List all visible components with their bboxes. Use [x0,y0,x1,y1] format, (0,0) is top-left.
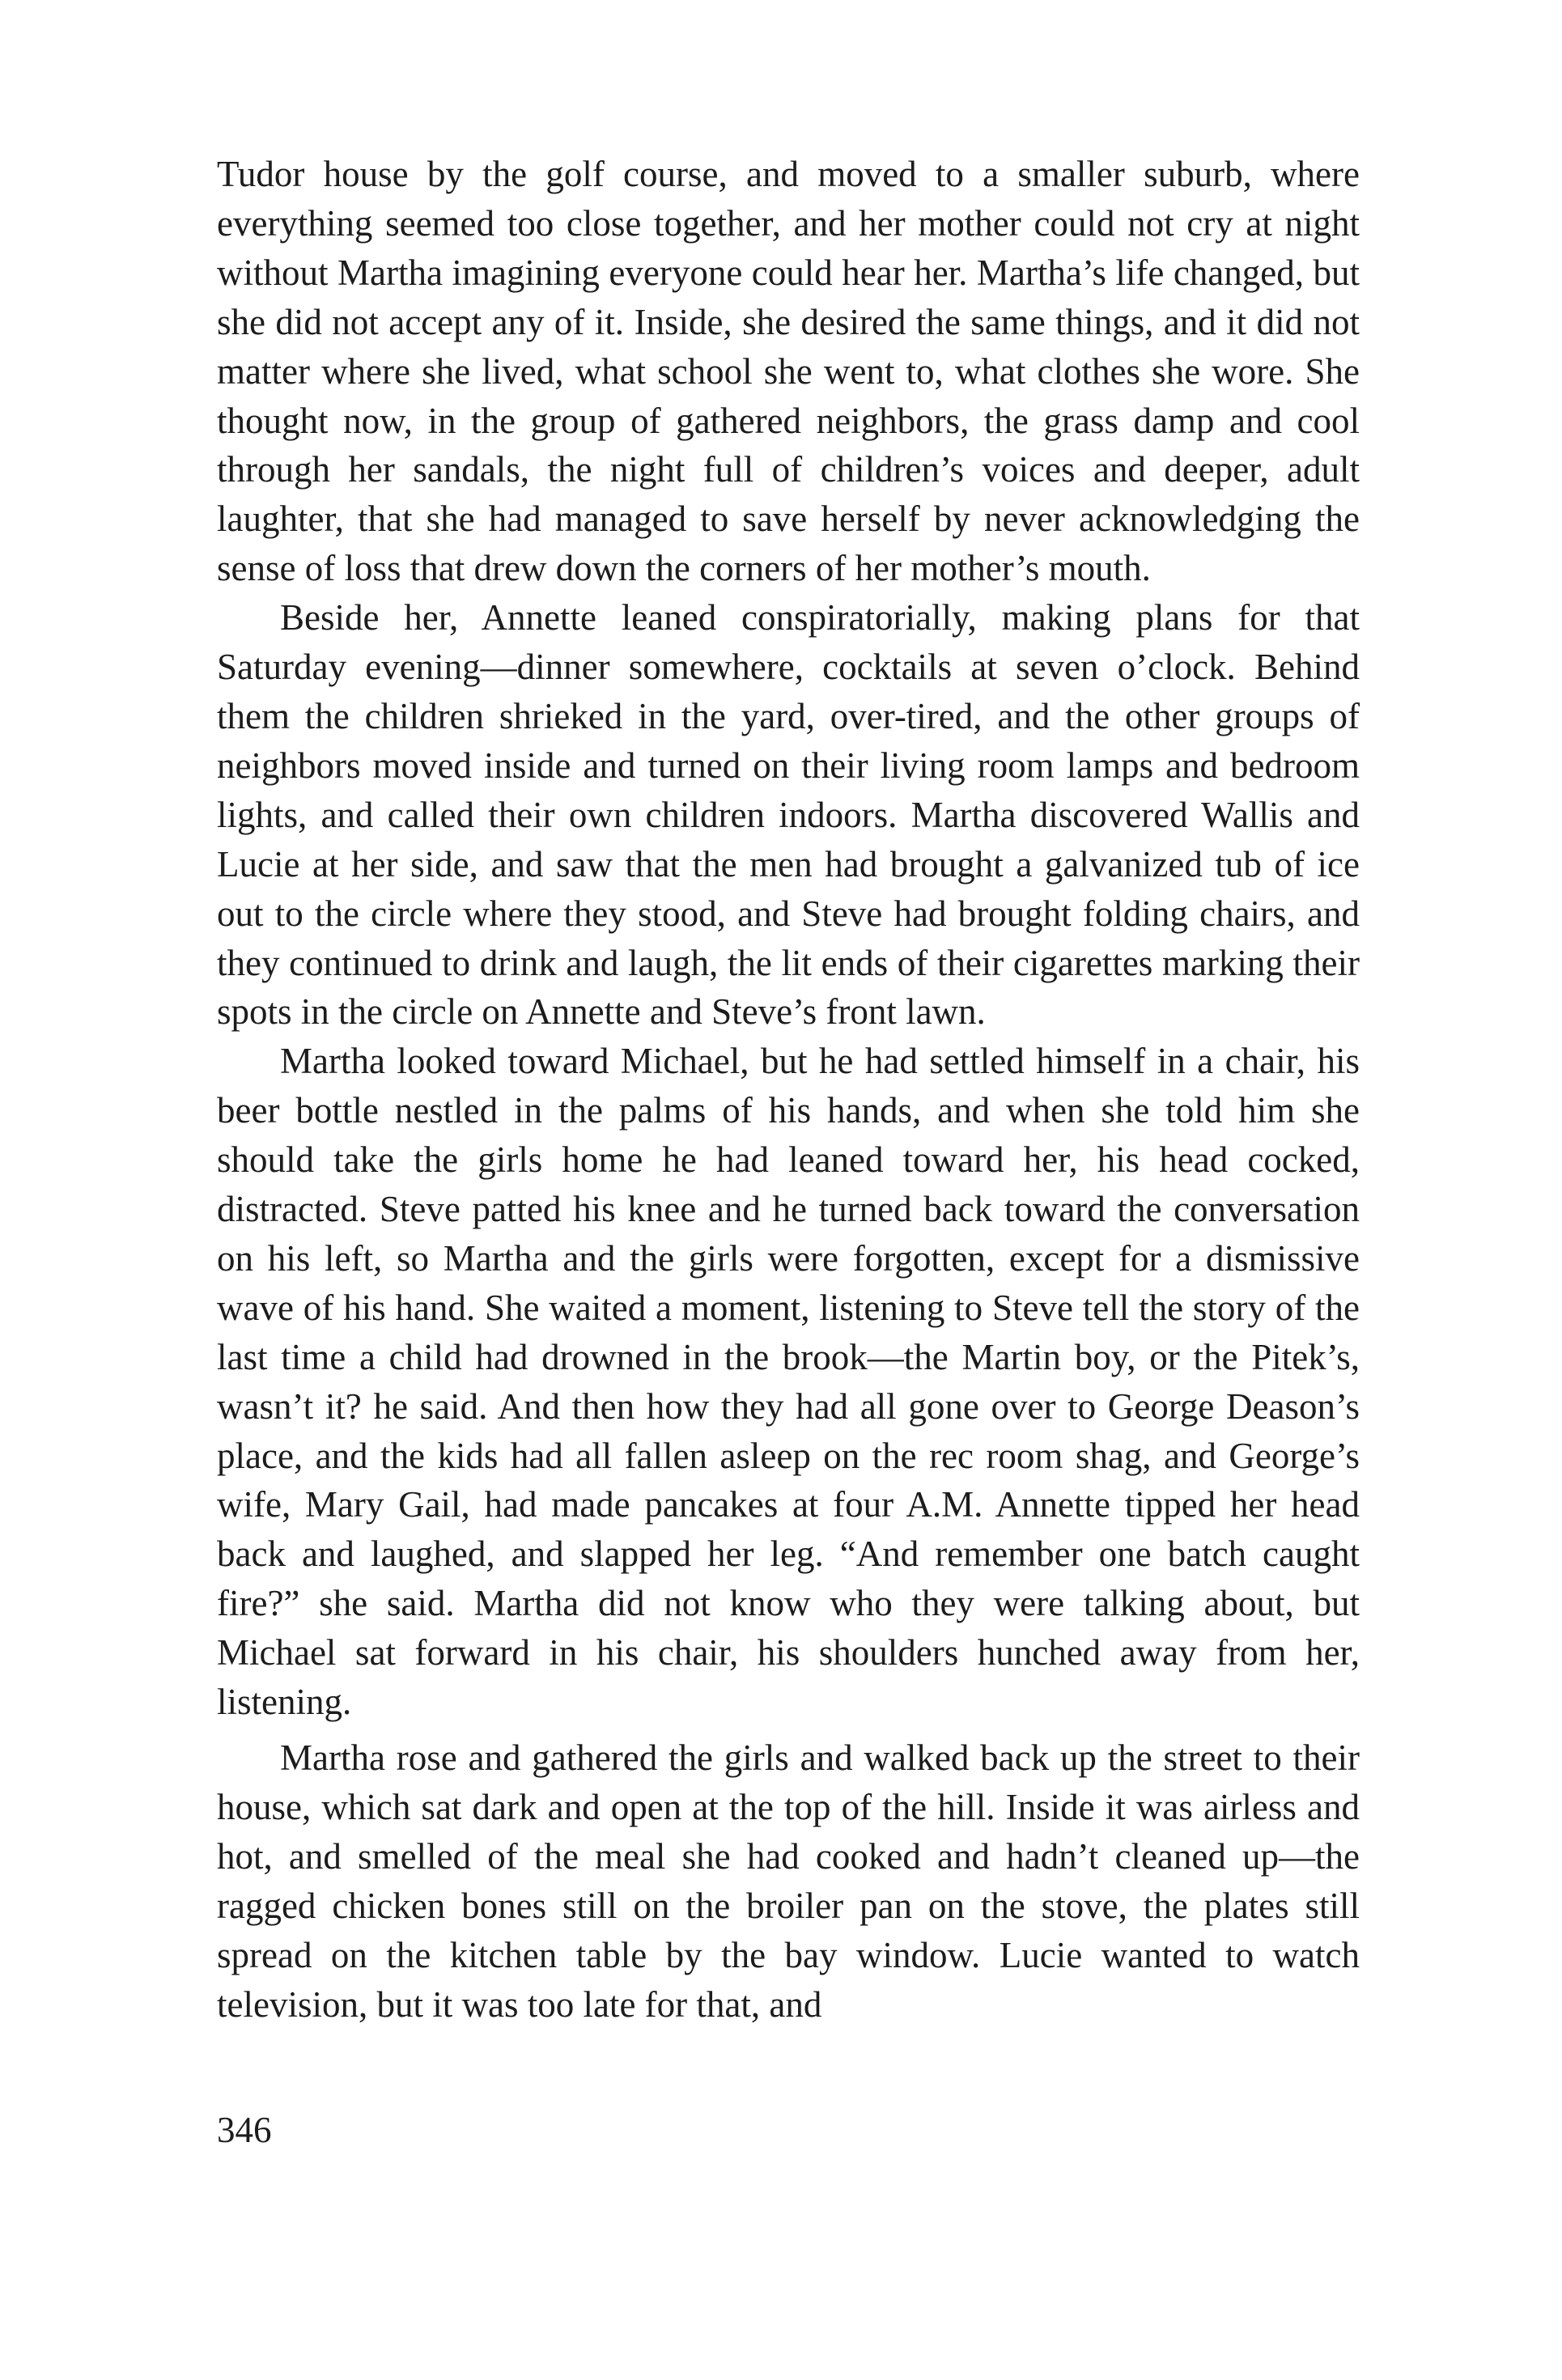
page-number: 346 [217,2110,272,2150]
paragraph-4: Martha rose and gathered the girls and walked back up the street to their house, which sat dark and open at the top of the hill. Inside it was airless and hot, and smelled of the meal she had cooked and hadn’t cleaned up—the ragged chicken bones still on the broiler pan on the stove, the plates still spread on the kitchen table by the bay window. Lucie wanted to watch television, but it was too late for that, and [217,1737,1360,2025]
paragraph-1: Tudor house by the golf course, and moved to a smaller suburb, where everything seemed too close together, and her mother could not cry at night without Martha imagining everyone could hear her. Martha’s life changed, but she did not accept any of it. Inside, she desired the same things, and it did not matter where she lived, what school she went to, what clothes she wore. She thought now, in the group of gathered neighbors, the grass damp and cool through her sandals, the night full of children’s voices and deeper, adult laughter, that she had managed to save herself by never acknowledging the sense of loss that drew down the corners of her mother’s mouth. [217,154,1360,589]
paragraph-2: Beside her, Annette leaned conspiratorially, making plans for that Saturday evening—dinner somewhere, cocktails at seven o’clock. Behind them the children shrieked in the yard, over-tired, and the other groups of neighbors moved inside and turned on their living room lamps and bedroom lights, and called their own children indoors. Martha discovered Wallis and Lucie at her side, and saw that the men had brought a galvanized tub of ice out to the circle where they stood, and Steve had brought folding chairs, and they continued to drink and laugh, the lit ends of their cigarettes marking their spots in the circle on Annette and Steve’s front lawn. [217,597,1360,1033]
body-text [217,150,1360,2029]
paragraph-3: Martha looked toward Michael, but he had settled himself in a chair, his beer bottle nestled in the palms of his hands, and when she told him she should take the girls home he had leaned toward her, his head cocked, distracted. Steve patted his knee and he turned back toward the conversation on his left, so Martha and the girls were forgotten, except for a dismissive wave of his hand. She waited a moment, listening to Steve tell the story of the last time a child had drowned in the brook—the Martin boy, or the Pitek’s, wasn’t it? he said. And then how they had all gone over to George Deason’s place, and the kids had all fallen asleep on the rec room shag, and George’s wife, Mary Gail, had made pancakes at four A.M. Annette tipped her head back and laughed, and slapped her leg. “And remember one batch caught fire?” she said. Martha did not know who they were talking about, but Michael sat forward in his chair, his shoulders hunched away from her, listening. [217,1041,1360,1723]
